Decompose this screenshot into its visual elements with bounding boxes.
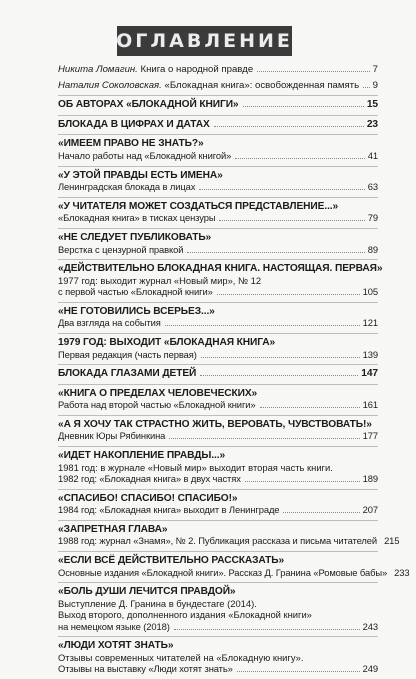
page-number: 23 bbox=[366, 118, 378, 130]
dot-leader bbox=[243, 106, 364, 107]
page-number: 243 bbox=[362, 620, 378, 632]
section-subtitle: Основные издания «Блокадной книги». Рассказ Д. Гранина «Ромовые бабы» bbox=[58, 566, 388, 578]
section-divider bbox=[58, 197, 378, 198]
section-subtitle: Работа над второй частью «Блокадной книги» bbox=[58, 399, 256, 411]
section-entry bbox=[58, 450, 378, 485]
section-entry bbox=[58, 263, 383, 298]
toc-line bbox=[58, 368, 378, 380]
section-subtitle: Начало работы над «Блокадной книгой» bbox=[58, 149, 232, 161]
section-entry bbox=[58, 201, 378, 224]
toc-line bbox=[58, 317, 378, 329]
section-title: «У ЭТОЙ ПРАВДЫ ЕСТЬ ИМЕНА» bbox=[58, 169, 223, 181]
section-title: «СПАСИБО! СПАСИБО! СПАСИБО!» bbox=[58, 492, 238, 504]
toc-line-text bbox=[58, 663, 233, 675]
toc-line-text bbox=[58, 567, 387, 579]
section-subtitle: 1984 год: «Блокадная книга» выходит в Ленинграде bbox=[58, 504, 280, 516]
section-title-line bbox=[58, 306, 378, 318]
section-title: «ЛЮДИ ХОТЯТ ЗНАТЬ» bbox=[58, 640, 174, 652]
toc-title bbox=[117, 26, 292, 56]
section-entry bbox=[58, 119, 378, 131]
section-entry bbox=[58, 306, 378, 329]
dot-leader bbox=[214, 126, 364, 127]
section-entry bbox=[58, 586, 378, 632]
toc-line bbox=[58, 244, 378, 256]
toc-line-text bbox=[58, 286, 213, 298]
page-number: 147 bbox=[361, 368, 378, 380]
section-entry bbox=[58, 138, 378, 161]
section-divider bbox=[58, 582, 378, 583]
toc-line-text bbox=[58, 64, 253, 76]
toc-line bbox=[58, 535, 400, 547]
toc-line-text bbox=[58, 181, 195, 193]
section-title: «БОЛЬ ДУШИ ЛЕЧИТСЯ ПРАВДОЙ» bbox=[58, 586, 236, 598]
section-title-line bbox=[58, 640, 378, 652]
dot-leader bbox=[283, 512, 359, 513]
section-subtitle: Два взгляда на события bbox=[58, 317, 161, 329]
toc-line bbox=[58, 64, 378, 76]
toc-title-text: ОГЛАВЛЕНИЕ bbox=[116, 30, 293, 52]
section-subtitle: 1977 год: выходит журнал «Новый мир», № 12 bbox=[58, 274, 262, 286]
dot-leader bbox=[237, 671, 360, 672]
section-title: ОБ АВТОРАХ «БЛОКАДНОЙ КНИГИ» bbox=[58, 99, 239, 111]
section-title-line bbox=[58, 450, 378, 462]
toc-line bbox=[58, 566, 410, 579]
toc-line bbox=[58, 349, 378, 361]
section-title: 1979 ГОД: ВЫХОДИТ «БЛОКАДНАЯ КНИГА» bbox=[58, 336, 276, 348]
section-title: БЛОКАДА ГЛАЗАМИ ДЕТЕЙ bbox=[58, 368, 197, 380]
page-number: 161 bbox=[362, 399, 378, 411]
author-entry bbox=[58, 64, 378, 76]
page-number: 9 bbox=[372, 79, 378, 91]
section-divider bbox=[58, 384, 378, 385]
toc-line bbox=[58, 286, 378, 298]
section-entry bbox=[58, 640, 378, 675]
section-subtitle: 1982 год: «Блокадная книга» в двух частях bbox=[58, 473, 241, 485]
dot-leader bbox=[174, 629, 360, 630]
section-subtitle: Отзывы на выставку «Люди хотят знать» bbox=[58, 663, 233, 675]
section-divider bbox=[58, 302, 378, 303]
toc-line bbox=[58, 80, 378, 92]
page-number: 41 bbox=[367, 149, 378, 161]
page-number: 249 bbox=[362, 663, 378, 675]
page-number: 7 bbox=[372, 64, 378, 75]
section-subtitle: Выход второго, дополненного издания «Блокадной книги» bbox=[58, 609, 312, 621]
section-entry bbox=[58, 232, 378, 255]
section-divider bbox=[58, 636, 378, 637]
section-title: «У ЧИТАТЕЛЯ МОЖЕТ СОЗДАТЬСЯ ПРЕДСТАВЛЕНИЕ...» bbox=[58, 200, 339, 212]
toc-line-text bbox=[58, 99, 239, 111]
toc-line bbox=[58, 212, 378, 224]
dot-leader bbox=[165, 325, 360, 326]
section-title-line bbox=[58, 555, 378, 567]
section-title-line bbox=[58, 201, 378, 213]
toc-line-text bbox=[58, 368, 196, 380]
section-title: БЛОКАДА В ЦИФРАХ И ДАТАХ bbox=[58, 118, 210, 130]
section-title-line bbox=[58, 388, 378, 400]
dot-leader bbox=[187, 252, 364, 253]
toc-line-text bbox=[58, 535, 377, 547]
dot-leader bbox=[217, 294, 360, 295]
author-entry bbox=[58, 80, 378, 92]
page-number: 207 bbox=[362, 504, 378, 516]
toc-line-text bbox=[58, 621, 170, 633]
toc-line-text bbox=[58, 399, 256, 411]
section-title-line bbox=[58, 493, 378, 505]
section-title: «НЕ ГОТОВИЛИСЬ ВСЕРЬЕЗ...» bbox=[58, 305, 215, 317]
section-title-line bbox=[58, 232, 378, 244]
section-entry bbox=[58, 337, 378, 360]
page-number: 105 bbox=[362, 286, 378, 298]
section-subtitle: Дневник Юры Рябинкина bbox=[58, 430, 166, 442]
section-divider bbox=[58, 446, 378, 447]
section-subtitle: Первая редакция (часть первая) bbox=[58, 348, 197, 360]
section-entry bbox=[58, 419, 378, 442]
section-title: «ЕСЛИ ВСЁ ДЕЙСТВИТЕЛЬНО РАССКАЗАТЬ» bbox=[58, 555, 285, 567]
toc-line bbox=[58, 150, 378, 162]
section-title-line bbox=[58, 170, 378, 182]
page-number: 89 bbox=[367, 243, 378, 255]
section-divider bbox=[58, 415, 378, 416]
section-divider bbox=[58, 489, 378, 490]
section-entry bbox=[58, 493, 378, 516]
author-name: Никита Ломагин. bbox=[58, 64, 138, 75]
section-subtitle: 1988 год: журнал «Знамя», № 2. Публикация рассказа и письма читателей bbox=[58, 535, 378, 547]
toc-line-text bbox=[58, 119, 210, 131]
author-name: Наталия Соколовская. bbox=[58, 79, 162, 91]
dot-leader bbox=[257, 71, 369, 72]
dot-leader bbox=[245, 481, 360, 482]
section-title-line bbox=[58, 419, 378, 431]
section-divider bbox=[58, 259, 378, 260]
section-title: «ИДЕТ НАКОПЛЕНИЕ ПРАВДЫ...» bbox=[58, 450, 226, 462]
section-title-line bbox=[58, 138, 378, 150]
section-title: «А Я ХОЧУ ТАК СТРАСТНО ЖИТЬ, ВЕРОВАТЬ, ЧУВСТВОВАТЬ!» bbox=[58, 418, 372, 430]
toc-line bbox=[58, 504, 378, 516]
dot-leader bbox=[235, 158, 365, 159]
dot-leader bbox=[201, 357, 360, 358]
section-subtitle: «Блокадная книга» в тисках цензуры bbox=[58, 212, 216, 224]
toc-line bbox=[58, 399, 378, 411]
page-number: 189 bbox=[362, 473, 378, 485]
section-divider bbox=[58, 520, 378, 521]
page-number: 121 bbox=[362, 317, 378, 329]
section-title-line bbox=[58, 524, 378, 536]
section-divider bbox=[58, 115, 378, 116]
dot-leader bbox=[200, 375, 358, 376]
section-divider bbox=[58, 134, 378, 135]
page-number: 177 bbox=[362, 430, 378, 442]
section-entry bbox=[58, 99, 378, 111]
page-number: 215 bbox=[384, 535, 400, 547]
section-title: «НЕ СЛЕДУЕТ ПУБЛИКОВАТЬ» bbox=[58, 231, 212, 243]
toc-line-text bbox=[58, 212, 215, 224]
section-title-line bbox=[58, 586, 378, 598]
section-divider bbox=[58, 333, 378, 334]
toc-line-text bbox=[58, 244, 183, 256]
dot-leader bbox=[219, 220, 364, 221]
dot-leader bbox=[169, 438, 359, 439]
section-title-line bbox=[58, 263, 383, 275]
toc-line bbox=[58, 663, 378, 675]
section-entry bbox=[58, 170, 378, 193]
section-subtitle: Верстка с цензурной правкой bbox=[58, 243, 184, 255]
page-number: 139 bbox=[362, 348, 378, 360]
toc-line-text bbox=[58, 473, 241, 485]
section-title-line bbox=[58, 337, 378, 349]
section-subtitle: Отзывы современных читателей на «Блокадную книгу». bbox=[58, 651, 304, 663]
toc-line-text bbox=[58, 80, 359, 92]
section-divider bbox=[58, 551, 378, 552]
section-divider bbox=[58, 364, 378, 365]
dot-leader bbox=[363, 87, 370, 88]
section-entry bbox=[58, 555, 410, 578]
section-title: «ИМЕЕМ ПРАВО НЕ ЗНАТЬ?» bbox=[58, 138, 204, 150]
section-subtitle: 1981 год: в журнале «Новый мир» выходит вторая часть книги. bbox=[58, 461, 333, 473]
section-entry bbox=[58, 368, 378, 380]
toc-line-text bbox=[58, 504, 279, 516]
page-number: 15 bbox=[366, 99, 378, 111]
section-subtitle: Ленинградская блокада в лицах bbox=[58, 181, 196, 193]
dot-leader bbox=[260, 407, 360, 408]
section-divider bbox=[58, 95, 378, 96]
toc-list bbox=[58, 64, 410, 679]
toc-line bbox=[58, 621, 378, 633]
toc-line bbox=[58, 119, 378, 131]
author-article-title: Книга о народной правде bbox=[137, 64, 254, 75]
page-number: 63 bbox=[367, 181, 378, 193]
section-divider bbox=[58, 228, 378, 229]
section-entry bbox=[58, 523, 400, 547]
toc-line-text bbox=[58, 349, 197, 361]
toc-line bbox=[58, 99, 378, 111]
page-number: 79 bbox=[367, 212, 378, 224]
section-subtitle: на немецком языке (2018) bbox=[58, 620, 170, 632]
section-subtitle: с первой частью «Блокадной книги» bbox=[58, 286, 213, 298]
section-subtitle: Выступление Д. Гранина в бундестаге (2014). bbox=[58, 597, 257, 609]
section-title: «ДЕЙСТВИТЕЛЬНО БЛОКАДНАЯ КНИГА. НАСТОЯЩАЯ. ПЕРВАЯ» bbox=[58, 263, 383, 275]
author-article-title: «Блокадная книга»: освобожденная память bbox=[161, 79, 360, 91]
section-title: «ЗАПРЕТНАЯ ГЛАВА» bbox=[58, 523, 168, 535]
toc-line bbox=[58, 181, 378, 193]
toc-line-text bbox=[58, 317, 161, 329]
section-divider bbox=[58, 166, 378, 167]
page-number: 233 bbox=[394, 566, 410, 578]
toc-line-text bbox=[58, 430, 165, 442]
toc-line bbox=[58, 473, 378, 485]
toc-line-text bbox=[58, 150, 231, 162]
section-title: «КНИГА О ПРЕДЕЛАХ ЧЕЛОВЕЧЕСКИХ» bbox=[58, 387, 258, 399]
toc-line bbox=[58, 430, 378, 442]
section-entry bbox=[58, 388, 378, 411]
dot-leader bbox=[199, 189, 364, 190]
